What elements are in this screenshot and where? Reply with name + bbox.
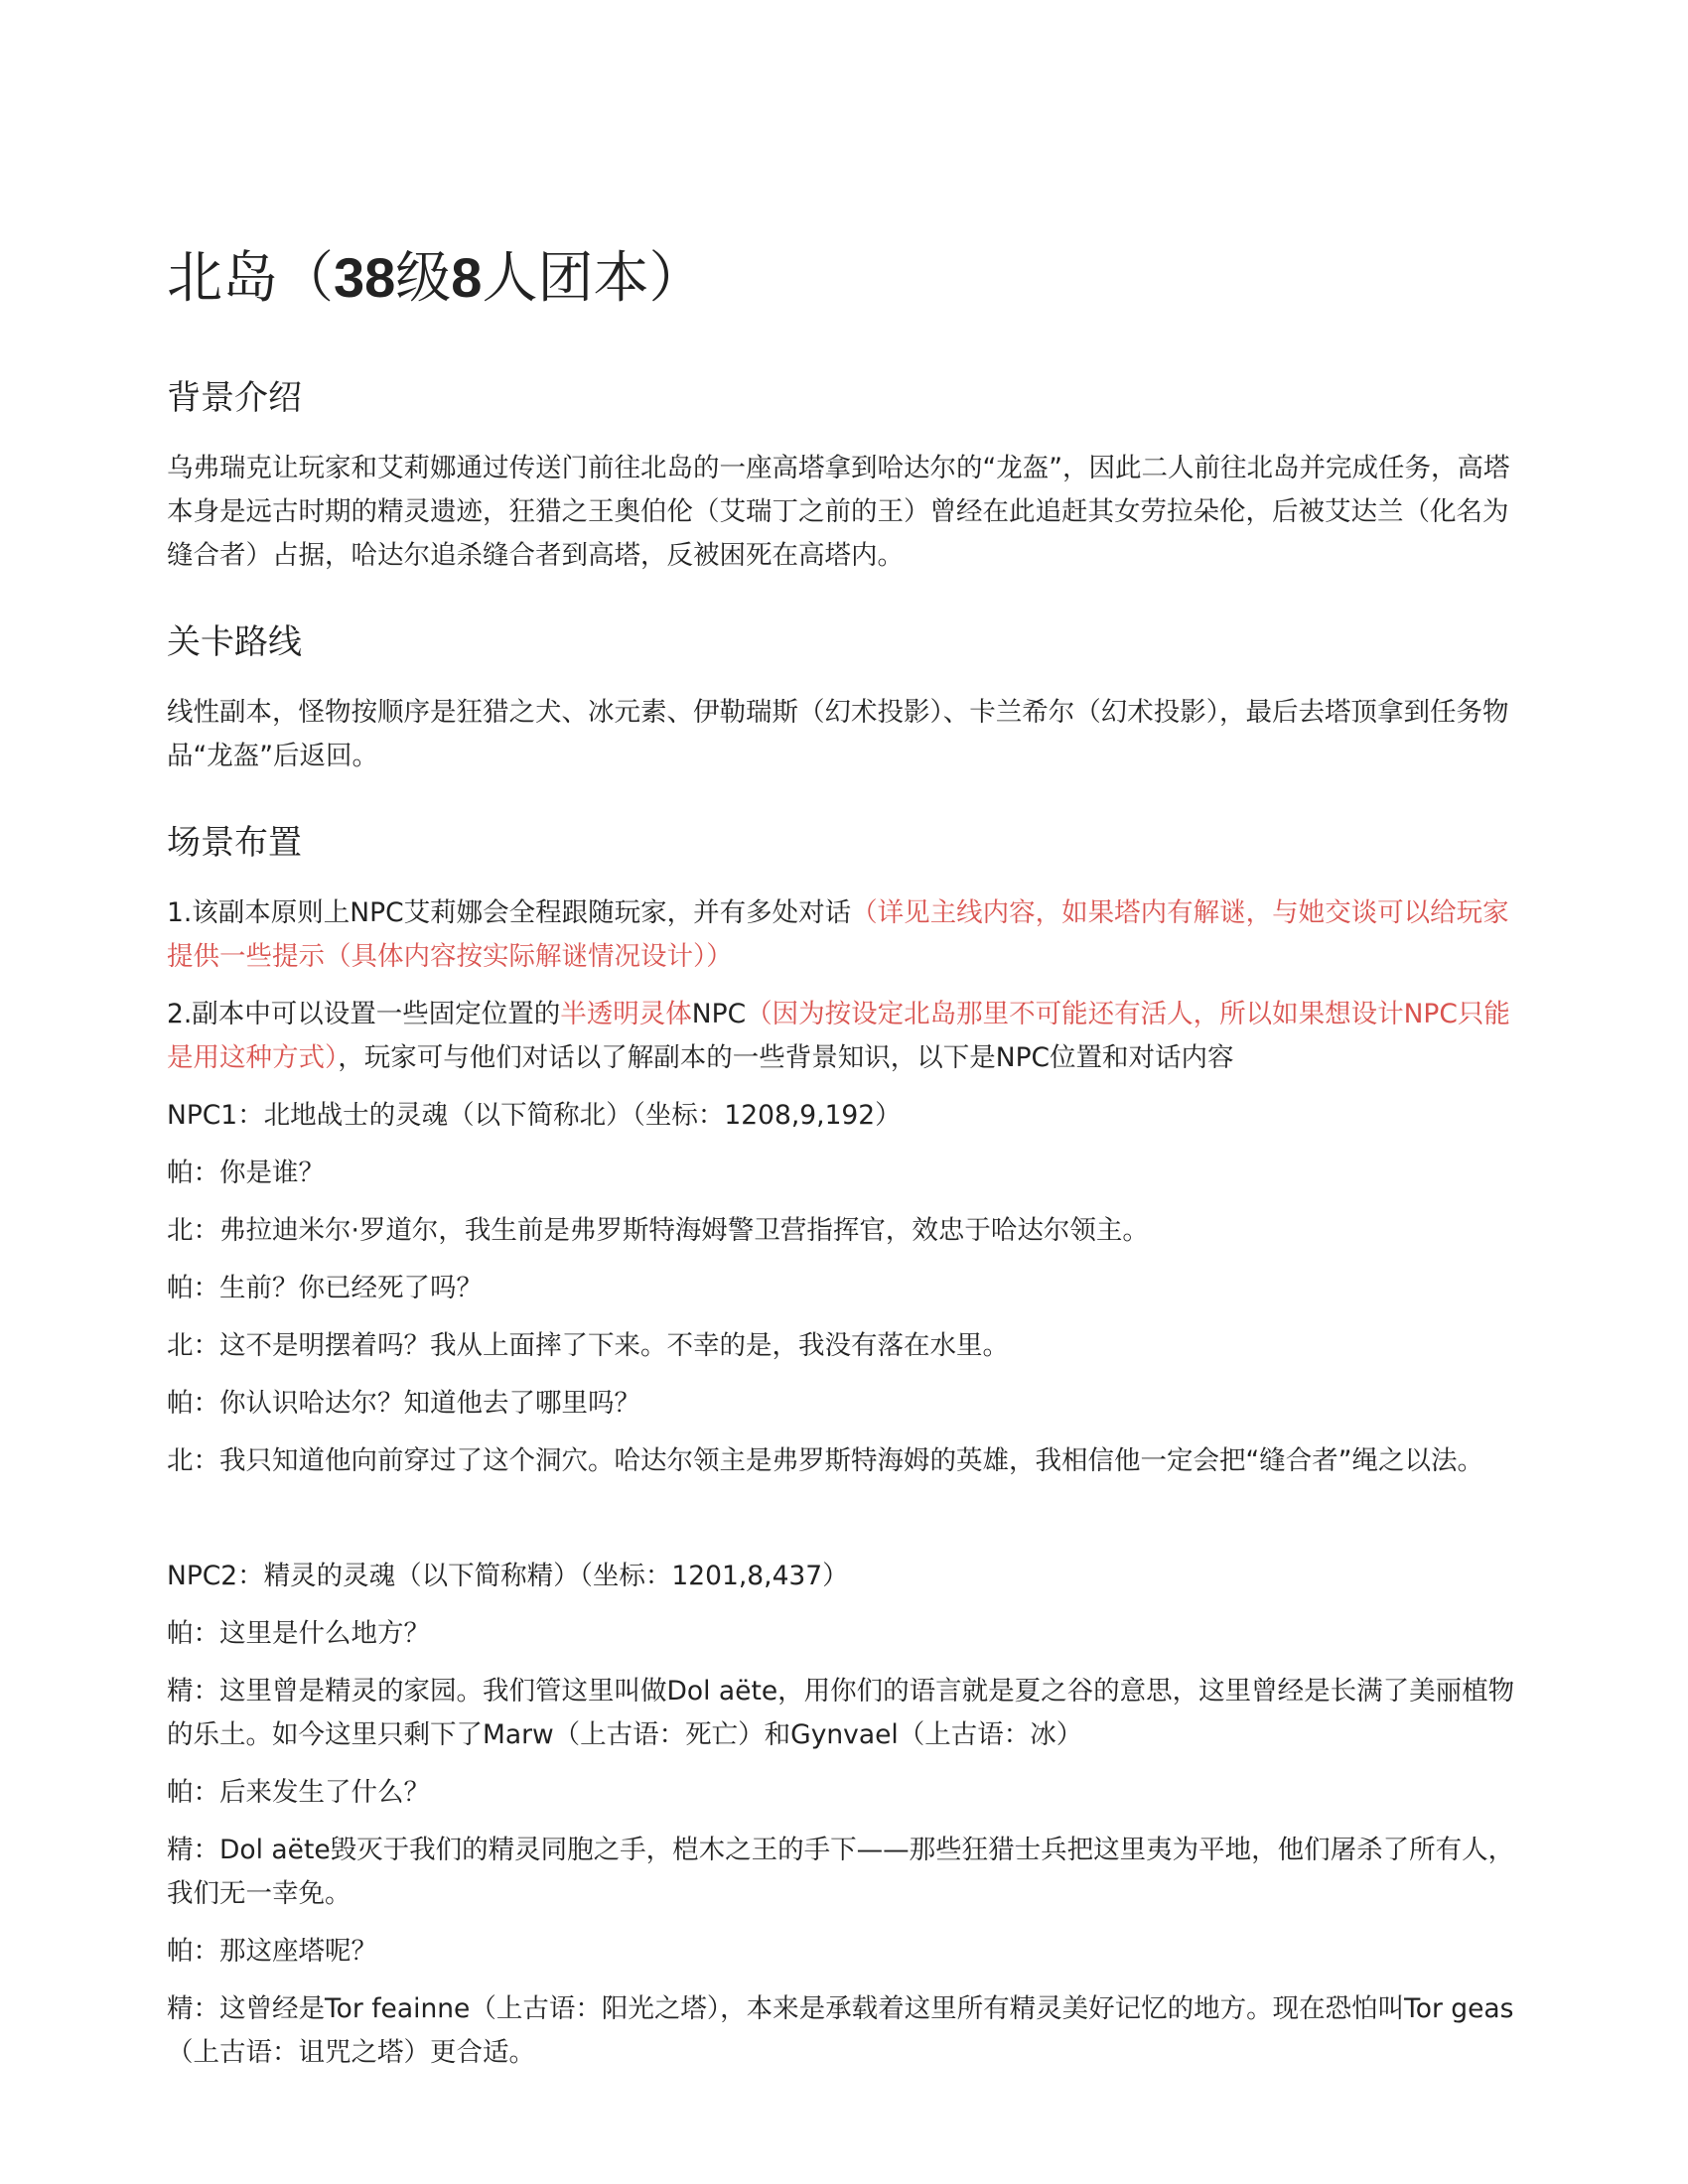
background-heading: 背景介绍 [167, 378, 302, 418]
dialogue-line: 精：这里曾是精灵的家园。我们管这里叫做Dol aëte，用你们的语言就是夏之谷的意思，这里曾经是长满了美丽植物的乐土。如今这里只剩下了Marw（上古语：死亡）和Gynvael（上古语：冰） [167, 1676, 1515, 1750]
dialogue-line: 北：这不是明摆着吗？我从上面摔了下来。不幸的是，我没有落在水里。 [167, 1330, 1009, 1361]
scene-item-2-text2: NPC [691, 999, 747, 1029]
npc2-header: NPC2：精灵的灵魂（以下简称精）（坐标：1201,8,437） [167, 1561, 849, 1591]
title-num2: 8 [451, 246, 483, 309]
scene-item-2-text3: ，玩家可与他们对话以了解副本的一些背景知识，以下是NPC位置和对话内容 [338, 1042, 1234, 1073]
title-part2: 级 [395, 246, 452, 311]
dialogue-line: 北：弗拉迪米尔·罗道尔，我生前是弗罗斯特海姆警卫营指挥官，效忠于哈达尔领主。 [167, 1215, 1149, 1246]
scene-item-2 [167, 993, 1527, 1080]
scene-item-1-note: （详见主线内容，如果塔内有解谜，与她交谈可以给玩家提供一些提示（具体内容按实际解谜情况设计）） [167, 897, 1509, 972]
dialogue-line: 帕：后来发生了什么？ [167, 1777, 430, 1808]
page-title [167, 238, 1527, 319]
route-heading: 关卡路线 [167, 622, 302, 662]
scene-heading: 场景布置 [167, 823, 302, 863]
title-part1: 北岛（ [167, 246, 334, 311]
dialogue-line: 帕：你是谁？ [167, 1158, 325, 1188]
dialogue-line: 帕：这里是什么地方？ [167, 1618, 430, 1649]
dialogue-line: 精：这曾经是Tor feainne（上古语：阳光之塔），本来是承载着这里所有精灵美好记忆的地方。现在恐怕叫Tor geas（上古语：诅咒之塔）更合适。 [167, 1993, 1514, 2068]
scene-item-2-highlight: 半透明灵体 [560, 999, 692, 1029]
dialogue-line: 帕：那这座塔呢？ [167, 1936, 377, 1967]
dialogue-line: 帕：生前？你已经死了吗？ [167, 1273, 483, 1303]
document-page [167, 238, 1527, 2089]
route-text: 线性副本，怪物按顺序是狂猎之犬、冰元素、伊勒瑞斯（幻术投影）、卡兰希尔（幻术投影），最后去塔顶拿到任务物品“龙盔”后返回。 [167, 697, 1509, 771]
npc1-header: NPC1：北地战士的灵魂（以下简称北）（坐标：1208,9,192） [167, 1100, 902, 1131]
background-text: 乌弗瑞克让玩家和艾莉娜通过传送门前往北岛的一座高塔拿到哈达尔的“龙盔”，因此二人前往北岛并完成任务，高塔本身是远古时期的精灵遗迹，狂猎之王奥伯伦（艾瑞丁之前的王）曾经在此追赶其女劳拉朵伦，后被艾达兰（化名为缝合者）占据，哈达尔追杀缝合者到高塔，反被困死在高塔内。 [167, 453, 1510, 571]
dialogue-line: 帕：你认识哈达尔？知道他去了哪里吗？ [167, 1388, 640, 1419]
title-num1: 38 [334, 246, 396, 309]
scene-item-1-text: 1.该副本原则上NPC艾莉娜会全程跟随玩家，并有多处对话 [167, 897, 852, 928]
scene-item-2-text1: 2.副本中可以设置一些固定位置的 [167, 999, 561, 1029]
dialogue-line: 北：我只知道他向前穿过了这个洞穴。哈达尔领主是弗罗斯特海姆的英雄，我相信他一定会把“缝合者”绳之以法。 [167, 1445, 1483, 1476]
dialogue-line: 精：Dol aëte毁灭于我们的精灵同胞之手，桤木之王的手下——那些狂猎士兵把这里夷为平地，他们屠杀了所有人，我们无一幸免。 [167, 1835, 1515, 1909]
title-part3: 人团本） [482, 246, 705, 311]
scene-item-2-note: （因为按设定北岛那里不可能还有活人，所以如果想设计NPC只能是用这种方式） [167, 999, 1510, 1073]
scene-item-1 [167, 891, 1527, 979]
